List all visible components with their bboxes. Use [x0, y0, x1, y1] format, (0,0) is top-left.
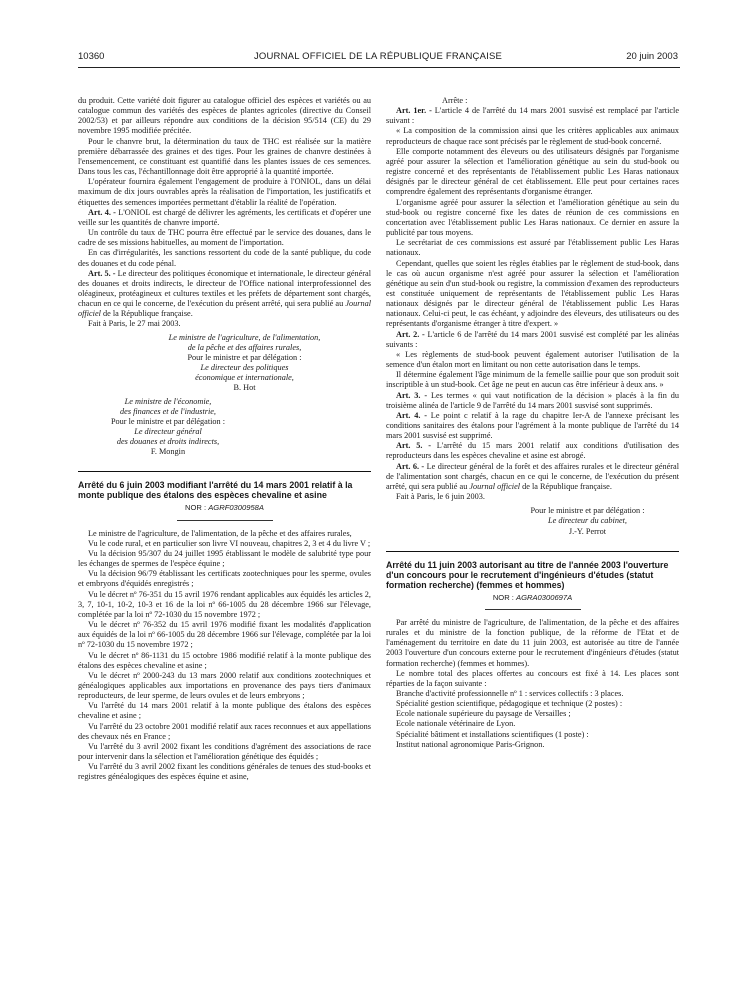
article-label: Art. 5. -: [396, 441, 431, 451]
article-label: Art. 2. -: [396, 329, 425, 339]
left-column: [78, 96, 371, 783]
visa: Vu l'arrêté du 23 octobre 2001 modifié relatif aux races reconnues et aux appellations des chevaux nés en France ;: [78, 721, 371, 741]
paragraph: L'organisme agréé pour assurer la sélection et l'amélioration génétique au sein du stud-book ou registre concerné fixe les dates de réunion de ces commissions en concertation avec l'établissement public Les Haras nationaux. Ce dernier en assure la publicité par tous moyens.: [386, 197, 679, 238]
sig-line: économique et internationale,: [195, 373, 294, 383]
paragraph: Pour le chanvre brut, la détermination du taux de THC est réalisée sur la matière première débarrassée des graines et des tiges. Pour les graines de chanvre destinées à l'ensemencement, ce constituant est quantifié dans les plantes issues de ces semences. Dans tous les cas, l'échantillonnage doit être approprié à la quantité importée.: [78, 136, 371, 177]
article-5: [78, 269, 371, 320]
visa: Vu l'arrêté du 3 avril 2002 fixant les conditions générales de tenues des stud-books et registres généalogiques des espèces équine et asine,: [78, 762, 371, 782]
signed-place-date: Fait à Paris, le 6 juin 2003.: [396, 492, 485, 502]
journal-ref: Journal officiel: [469, 481, 521, 491]
sig-line: Le directeur général: [134, 427, 202, 436]
article-text: L'ONIOL est chargé de délivrer les agréments, les certificats et d'opérer une veille sur les quantités de chanvre importé.: [78, 207, 371, 227]
article-text: L'arrêté du 15 mars 2001 relatif aux conditions d'utilisation des reproducteurs dans les espèces chevaline et asine est abrogé.: [386, 441, 679, 461]
article-6: [386, 462, 679, 492]
paragraph: « Les règlements de stud-book peuvent également autoriser l'utilisation de la semence d'un étalon mort en limitant ou non cette autorisation dans le temps.: [386, 349, 679, 370]
visa: Vu le décret nº 86-1131 du 15 octobre 1986 modifié relatif à la monte publique des étalons des espèces chevaline et asine ;: [78, 650, 371, 670]
nor-code: AGRA0300697A: [516, 592, 573, 602]
decree-title: Arrêté du 11 juin 2003 autorisant au titre de l'année 2003 l'ouverture d'un concours pour le recrutement d'ingénieurs d'études (statut formation recherche) (femmes et hommes): [386, 559, 669, 590]
paragraph: Cependant, quelles que soient les règles établies par le règlement de stud-book, dans le cas où aucun organisme n'est agréé pour assurer la sélection et l'amélioration génétique au sein d'un stud-book ou registre, la commission d'examen des reproducteurs est constituée uniquement de représentants de l'établissement public Les Haras nationaux désignés par le directeur général de l'établissement public Les Haras nationaux. Celui-ci peut, le cas échéant, y adjoindre des éleveurs, des utilisateurs ou des représentants d'organisme étranger à titre d'expert. »: [386, 258, 679, 329]
sig-line: Le directeur des politiques: [200, 363, 289, 373]
nor-prefix: NOR :: [492, 592, 517, 602]
sig-line: Le ministre de l'économie,: [124, 396, 212, 406]
visa: Vu la décision 96/79 établissant les certificats zootechniques pour les sperme, ovules et embryons d'équidés enregistrés ;: [78, 569, 371, 589]
article-text: Les termes « qui vaut notification de la décision » placés à la fin du troisième alinéa de l'article 9 de l'arrêté du 14 mars 2001 susvisé sont supprimés.: [386, 390, 679, 410]
article-text: Le point c relatif à la rage du chapitre Ier-A de l'annexe précisant les conditions sanitaires des étalons pour l'agrément à la monte publique de l'arrêté du 14 mars 2001 susvisé est supprimé.: [386, 410, 679, 441]
arrete-heading: Arrête :: [442, 96, 468, 105]
paragraph: du produit. Cette variété doit figurer au catalogue officiel des espèces et variétés ou au catalogue commun des variétés des espèces de plantes agricoles (directive du Conseil 2002/53) et par ailleurs répondre aux conditions de la décision 95/514 (CE) du 29 novembre 1995 modifiée précitée.: [78, 96, 371, 136]
article-label: Art. 3. -: [396, 390, 428, 400]
paragraph: L'opérateur fournira également l'engagement de produire à l'ONIOL, dans un délai maximum de dix jours ouvrables après la réalisation de l'importation, les justificatifs et étiquettes des semences importées permettant d'établir la réalité de l'opération.: [78, 177, 371, 207]
article-label: Art. 4. -: [88, 207, 116, 217]
nor-reference: [386, 593, 679, 603]
article-2: [386, 330, 679, 350]
nor-reference: [78, 503, 371, 513]
nor-code: AGRF0300958A: [208, 503, 264, 513]
decree-title: Arrêté du 6 juin 2003 modifiant l'arrêté du 14 mars 2001 relatif à la monte publique des étalons des espèces chevaline et asine: [78, 480, 353, 501]
header-rule: [78, 67, 680, 68]
article-label: Art. 5. -: [88, 268, 116, 278]
article-label: Art. 4. -: [396, 410, 427, 420]
article-label: Art. 6. -: [396, 461, 425, 471]
article-5: [386, 441, 679, 461]
visa: Vu l'arrêté du 14 mars 2001 relatif à la monte publique des étalons des espèces chevaline et asine ;: [78, 701, 371, 721]
signature-block-3: [386, 506, 679, 536]
paragraph: Spécialité bâtiment et installations scientifiques (1 poste) :: [396, 729, 589, 739]
article-text: L'article 4 de l'arrêté du 14 mars 2001 susvisé est remplacé par l'article suivant :: [386, 106, 679, 126]
signature-block-1: [78, 333, 371, 394]
signature-block-2: [78, 397, 258, 458]
signatory-name: B. Hot: [233, 383, 256, 393]
nor-prefix: NOR :: [185, 503, 209, 513]
paragraph: Le nombre total des places offertes au concours est fixé à 14. Les places sont réparties de la façon suivante :: [386, 668, 679, 688]
right-column: [386, 96, 679, 750]
signatory-name: J.-Y. Perrot: [568, 526, 607, 536]
paragraph: Elle comporte notamment des éleveurs ou des utilisateurs désignés par l'organisme agréé pour assurer la sélection et l'amélioration génétique au sein du stud-book ou registre concerné et des représentants de l'établissement public Les Haras nationaux désignés par le directeur général de cet établissement. Elle peut pour certaines races comprendre également des représentants d'organisme étranger.: [386, 146, 679, 197]
visa: Vu le code rural, et en particulier son livre VI nouveau, chapitres 2, 3 et 4 du livre V ;: [88, 538, 371, 548]
sig-line: Pour le ministre et par délégation :: [187, 352, 302, 362]
signed-place-date: Fait à Paris, le 27 mai 2003.: [88, 319, 181, 329]
article-text: L'article 6 de l'arrêté du 14 mars 2001 susvisé est complété par les alinéas suivants :: [386, 329, 679, 349]
article-text: de la République française.: [100, 309, 193, 319]
article-1: [386, 106, 679, 126]
signatory-name: F. Mongin: [150, 447, 186, 457]
visa: Vu la décision 95/307 du 24 juillet 1995 établissant le modèle de salubrité type pour les échanges de spermes de l'espèce équine ;: [78, 548, 371, 569]
journal-title: JOURNAL OFFICIEL DE LA RÉPUBLIQUE FRANÇAISE: [253, 51, 503, 62]
article-3: [386, 391, 679, 411]
paragraph: Institut national agronomique Paris-Grignon.: [396, 739, 545, 749]
page-header: [78, 51, 678, 65]
journal-ref: Journal officiel: [78, 299, 371, 319]
paragraph: Spécialité gestion scientifique, pédagogique et technique (2 postes) :: [396, 699, 623, 709]
article-text: Le directeur des politiques économique et internationale, le directeur général des douanes et droits indirects, le directeur de l'Office national interprofessionnel des oléagineux, protéagineux et cultures textiles et les préfets de département sont chargés, chacun en ce qui le concerne, de l'exécution du présent arrêté, qui sera publié au: [78, 268, 371, 309]
paragraph: « La composition de la commission ainsi que les critères applicables aux animaux reproducteurs de chaque race sont précisés par le règlement de stud-book concerné.: [386, 126, 679, 146]
article-4: [386, 411, 679, 441]
page-number: 10360: [78, 51, 105, 62]
paragraph: Le ministre de l'agriculture, de l'alimentation, de la pêche et des affaires rurales,: [88, 528, 352, 538]
article-label: Art. 1er. -: [396, 106, 432, 116]
sig-line: Le ministre de l'agriculture, de l'alimentation,: [168, 332, 321, 342]
paragraph: Le secrétariat de ces commissions est assuré par l'établissement public Les Haras nationaux.: [386, 238, 679, 258]
issue-date: 20 juin 2003: [626, 51, 678, 62]
paragraph: Il détermine également l'âge minimum de la femelle saillie pour que son produit soit inscriptible à un stud-book. Cet âge ne peut en aucun cas être inférieur à deux ans. »: [386, 370, 679, 390]
sig-line: Pour le ministre et par délégation :: [530, 506, 645, 516]
sig-line: des douanes et droits indirects,: [116, 437, 220, 447]
visa: Vu le décret nº 2000-243 du 13 mars 2000 relatif aux conditions zootechniques et généalogiques applicables aux importations en provenance des pays tiers d'animaux reproducteurs, de leur sperme, de leurs ovules et de leurs embryons ;: [78, 670, 371, 701]
article-4: [78, 208, 371, 228]
sig-line: Pour le ministre et par délégation :: [110, 416, 226, 426]
article-text: Le directeur général de la forêt et des affaires rurales et le directeur général de l'alimentation sont chargés, chacun en ce qui le concerne, de l'exécution du présent arrêté, qui sera publié au: [386, 461, 679, 491]
paragraph: Ecole nationale supérieure du paysage de Versailles ;: [396, 709, 571, 719]
sig-line: des finances et de l'industrie,: [120, 406, 216, 416]
paragraph: Branche d'activité professionnelle nº 1 : services collectifs : 3 places.: [396, 688, 624, 698]
paragraph: Un contrôle du taux de THC pourra être effectué par le service des douanes, dans le cadre de ses missions habituelles, au moment de l'importation.: [78, 228, 371, 248]
visa: Vu le décret nº 76-351 du 15 avril 1976 rendant applicables aux équidés les articles 2, 3, 7, 10-1, 10-2, 10-3 et 16 de la loi nº 66-1005 du 28 décembre 1966 sur l'élevage, complétée par la loi nº 72-1030 du 15 novembre 1972 ;: [78, 589, 371, 619]
paragraph: Par arrêté du ministre de l'agriculture, de l'alimentation, de la pêche et des affaires rurales et du ministre de la fonction publique, de la réforme de l'Etat et de l'aménagement du territoire en date du 11 juin 2003, est autorisée au titre de l'année 2003 l'ouverture d'un concours externe pour le recrutement d'ingénieurs d'études (statut formation recherche) (femmes et hommes).: [386, 617, 679, 668]
paragraph: Ecole nationale vétérinaire de Lyon.: [396, 719, 516, 729]
article-text: de la République française.: [520, 481, 612, 491]
paragraph: En cas d'irrégularités, les sanctions ressortent du code de la santé publique, du code des douanes et du code pénal.: [78, 248, 371, 268]
sig-line: de la pêche et des affaires rurales,: [187, 342, 302, 352]
sig-line: Le directeur du cabinet,: [548, 516, 627, 526]
visa: Vu le décret nº 76-352 du 15 avril 1976 modifié fixant les modalités d'application aux équidés de la loi nº 66-1005 du 28 décembre 1966 sur l'élevage, complétée par la loi nº 72-1030 du 15 novembre 1972 ;: [78, 620, 371, 650]
visa: Vu l'arrêté du 3 avril 2002 fixant les conditions d'agrément des associations de race pour intervenir dans la sélection et l'amélioration génétique des équidés ;: [78, 741, 371, 762]
